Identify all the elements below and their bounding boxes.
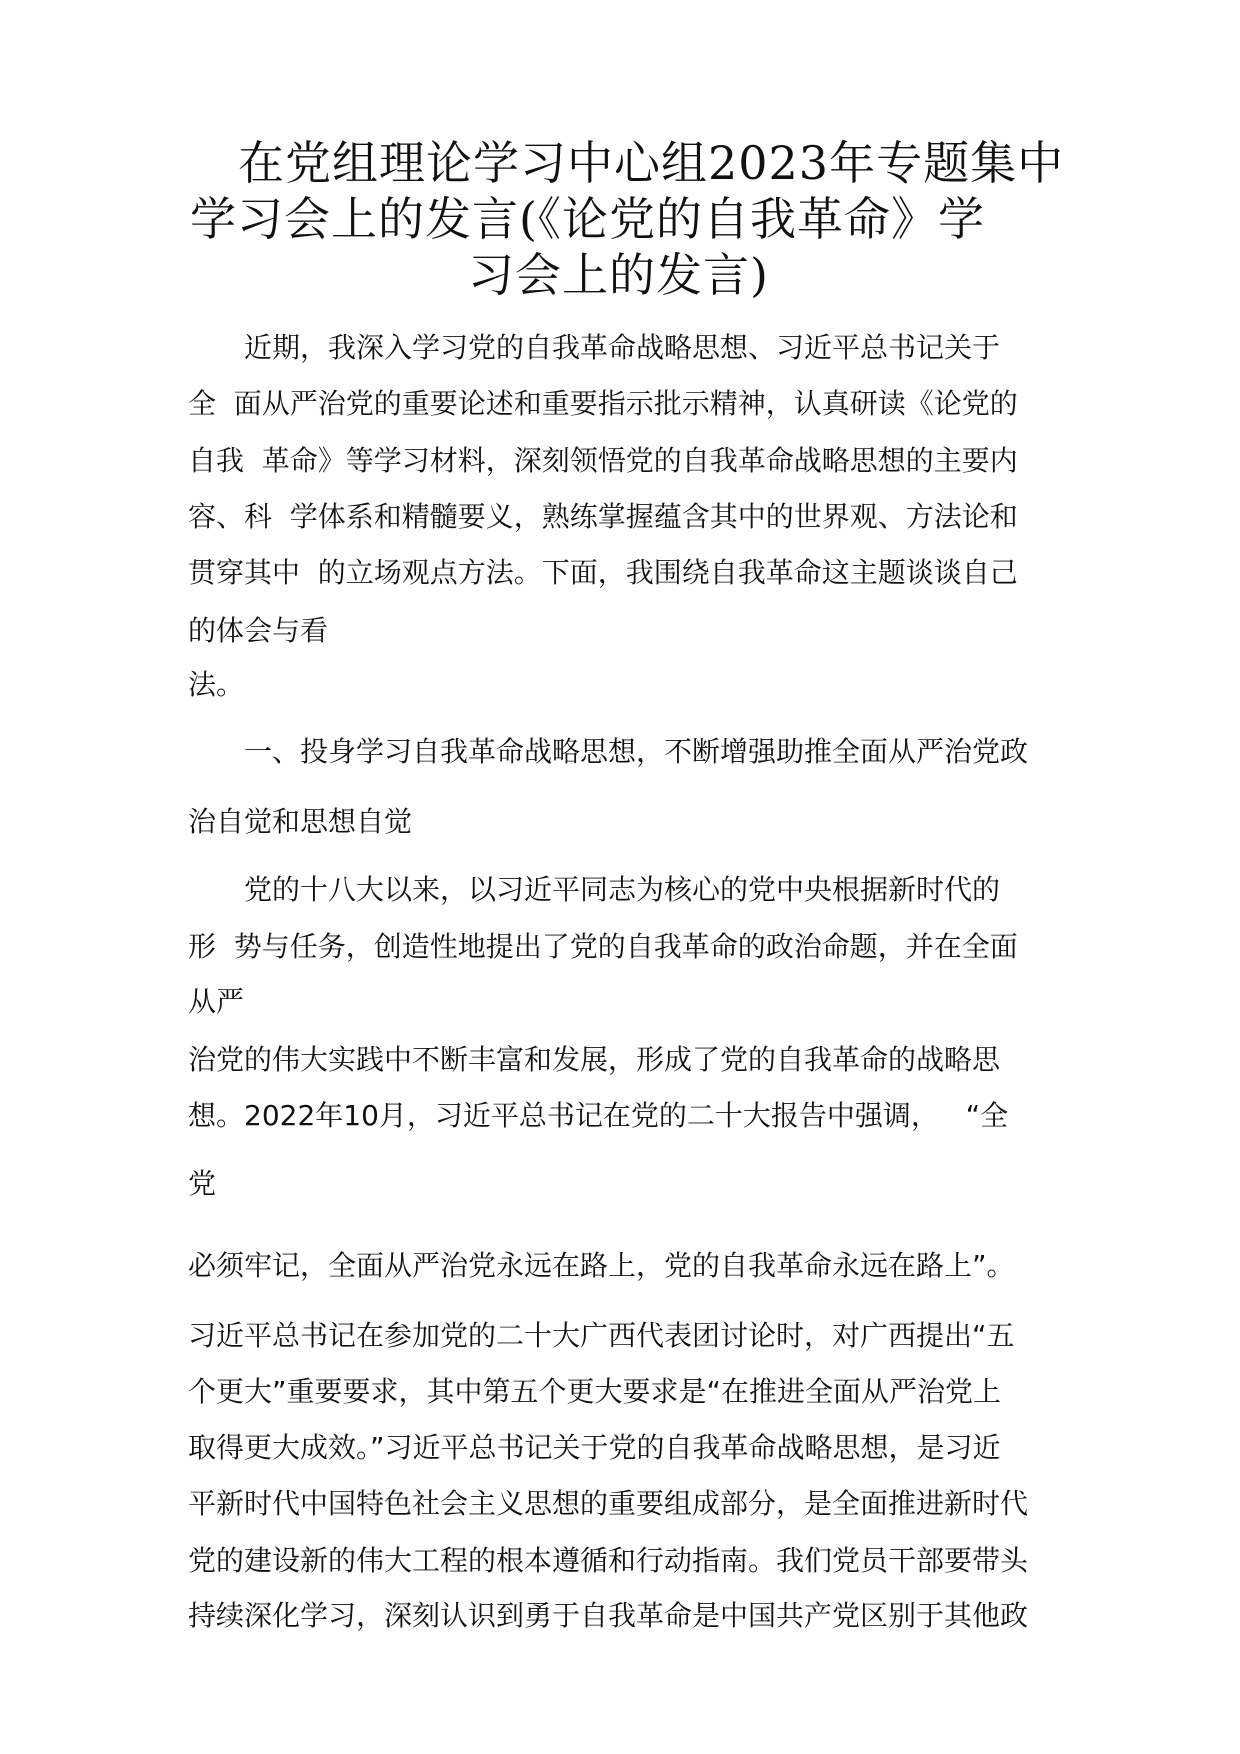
paragraph-3-line-1: 党的十八大以来，以习近平同志为核心的党中央根据新时代的 (244, 873, 1001, 906)
paragraph-1-line-6: 的体会与看 (188, 614, 329, 647)
paragraph-1-line-3: 自我 革命》等学习材料，深刻领悟党的自我革命战略思想的主要内 (188, 444, 1018, 477)
paragraph-3-line-8: 习近平总书记在参加党的二十大广西代表团讨论时，对广西提出“五 (188, 1319, 1015, 1352)
paragraph-1-line-7: 法。 (188, 668, 245, 701)
title-line-1: 在党组理论学习中心组2023年专题集中 (238, 136, 1065, 190)
paragraph-1-line-1: 近期，我深入学习党的自我革命战略思想、习近平总书记关于 (244, 331, 1001, 364)
section-heading-line-1: 一、投身学习自我革命战略思想，不断增强助推全面从严治党政 (244, 735, 1029, 768)
paragraph-3-line-11: 平新时代中国特色社会主义思想的重要组成部分，是全面推进新时代 (188, 1487, 1029, 1520)
paragraph-1-line-4: 容、科 学体系和精髓要义，熟练掌握蕴含其中的世界观、方法论和 (188, 500, 1018, 533)
paragraph-3-line-12: 党的建设新的伟大工程的根本遵循和行动指南。我们党员干部要带头 (188, 1544, 1029, 1577)
paragraph-3-line-7: 必须牢记，全面从严治党永远在路上，党的自我革命永远在路上”。 (188, 1249, 1015, 1282)
paragraph-3-line-4: 治党的伟大实践中不断丰富和发展，形成了党的自我革命的战略思 (188, 1043, 1001, 1076)
paragraph-3-line-13: 持续深化学习，深刻认识到勇于自我革命是中国共产党区别于其他政 (188, 1599, 1029, 1632)
paragraph-3-line-5: 想。2022年10月，习近平总书记在党的二十大报告中强调， “全 (188, 1099, 1009, 1132)
paragraph-3-line-2: 形 势与任务，创造性地提出了党的自我革命的政治命题，并在全面 (188, 930, 1018, 963)
section-heading-line-2: 治自觉和思想自觉 (188, 805, 413, 838)
paragraph-3-line-6: 党 (188, 1167, 217, 1200)
paragraph-3-line-9: 个更大”重要要求，其中第五个更大要求是“在推进全面从严治党上 (188, 1375, 1002, 1408)
paragraph-3-line-10: 取得更大成效。”习近平总书记关于党的自我革命战略思想，是习近 (188, 1431, 1001, 1464)
title-line-2: 学习会上的发言(《论党的自我革命》学 (190, 192, 985, 246)
paragraph-3-line-3: 从严 (188, 985, 245, 1018)
paragraph-1-line-2: 全 面从严治党的重要论述和重要指示批示精神，认真研读《论党的 (188, 387, 1018, 420)
title-line-3: 习会上的发言) (468, 248, 769, 302)
paragraph-1-line-5: 贯穿其中 的立场观点方法。下面，我围绕自我革命这主题谈谈自己 (188, 556, 1018, 589)
